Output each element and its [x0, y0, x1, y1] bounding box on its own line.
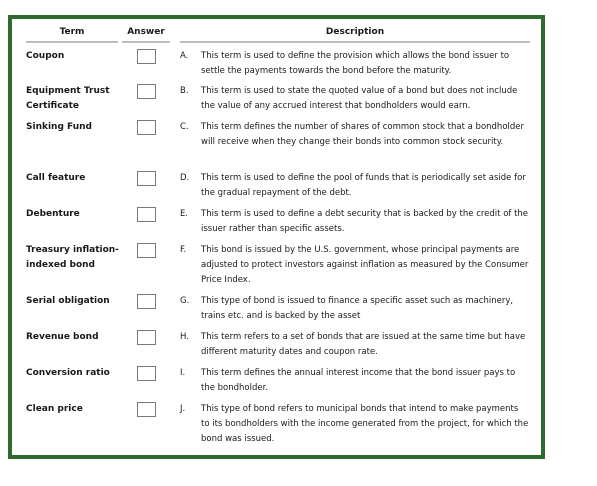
answer-box[interactable]: [137, 243, 156, 258]
answer-box[interactable]: [137, 366, 156, 381]
term-label: Coupon: [26, 51, 65, 61]
answer-box[interactable]: [137, 171, 156, 186]
answer-box[interactable]: [137, 330, 156, 345]
answer-box[interactable]: [137, 120, 156, 135]
description-text: This type of bond is issued to finance a specific asset such as machinery, trains etc. and is backed by the asset: [201, 296, 514, 321]
answer-header-underline: [122, 41, 170, 43]
term-label: Sinking Fund: [26, 122, 92, 132]
description-text: This bond is issued by the U.S. government, whose principal payments are adjusted to protect investors against inflation as measured by the Consumer Price Index.: [201, 245, 529, 285]
term-header: Term: [59, 27, 85, 37]
term-label: Serial obligation: [26, 296, 110, 306]
description-letter: G.: [180, 296, 190, 306]
description-letter: D.: [180, 173, 190, 183]
description-letter: A.: [180, 51, 189, 61]
description-letter: C.: [180, 122, 189, 132]
description-text: This term is used to state the quoted value of a bond but does not include the value of any accrued interest that bondholders would earn.: [201, 86, 518, 111]
answer-box[interactable]: [137, 294, 156, 309]
description-letter: E.: [180, 209, 189, 219]
term-label: Conversion ratio: [26, 368, 110, 378]
description-letter: I.: [180, 368, 186, 378]
answer-box[interactable]: [137, 207, 156, 222]
description-text: This term refers to a set of bonds that are issued at the same time but have different maturity dates and coupon rate.: [201, 332, 526, 357]
description-text: This term is used to define the provision which allows the bond issuer to settle the payments towards the bond before the maturity.: [201, 51, 510, 76]
description-text: This term defines the number of shares of common stock that a bondholder will receive when they change their bonds into common stock security.: [201, 122, 524, 147]
description-text: This term is used to define a debt security that is backed by the credit of the issuer rather than specific assets.: [201, 209, 529, 234]
answer-box[interactable]: [137, 49, 156, 64]
term-label: Clean price: [26, 404, 83, 414]
term-label: Treasury inflation-indexed bond: [26, 245, 119, 270]
description-letter: F.: [180, 245, 187, 255]
term-header-underline: [26, 41, 118, 43]
description-letter: J.: [180, 404, 186, 414]
description-text: This term defines the annual interest income that the bond issuer pays to the bondholder.: [201, 368, 516, 393]
matching-table: [8, 15, 545, 459]
term-label: Debenture: [26, 209, 80, 219]
answer-box[interactable]: [137, 402, 156, 417]
description-header: Description: [325, 27, 385, 37]
term-label: Equipment Trust Certificate: [26, 86, 110, 111]
description-text: This type of bond refers to municipal bonds that intend to make payments to its bondholders with the income generated from the project, for which the bond was issued.: [201, 404, 529, 444]
description-text: This term is used to define the pool of funds that is periodically set aside for the gradual repayment of the debt.: [201, 173, 526, 198]
answer-box[interactable]: [137, 84, 156, 99]
answer-header: Answer: [127, 27, 165, 37]
description-letter: H.: [180, 332, 189, 342]
description-header-underline: [180, 41, 530, 43]
term-label: Call feature: [26, 173, 86, 183]
description-letter: B.: [180, 86, 189, 96]
term-label: Revenue bond: [26, 332, 99, 342]
